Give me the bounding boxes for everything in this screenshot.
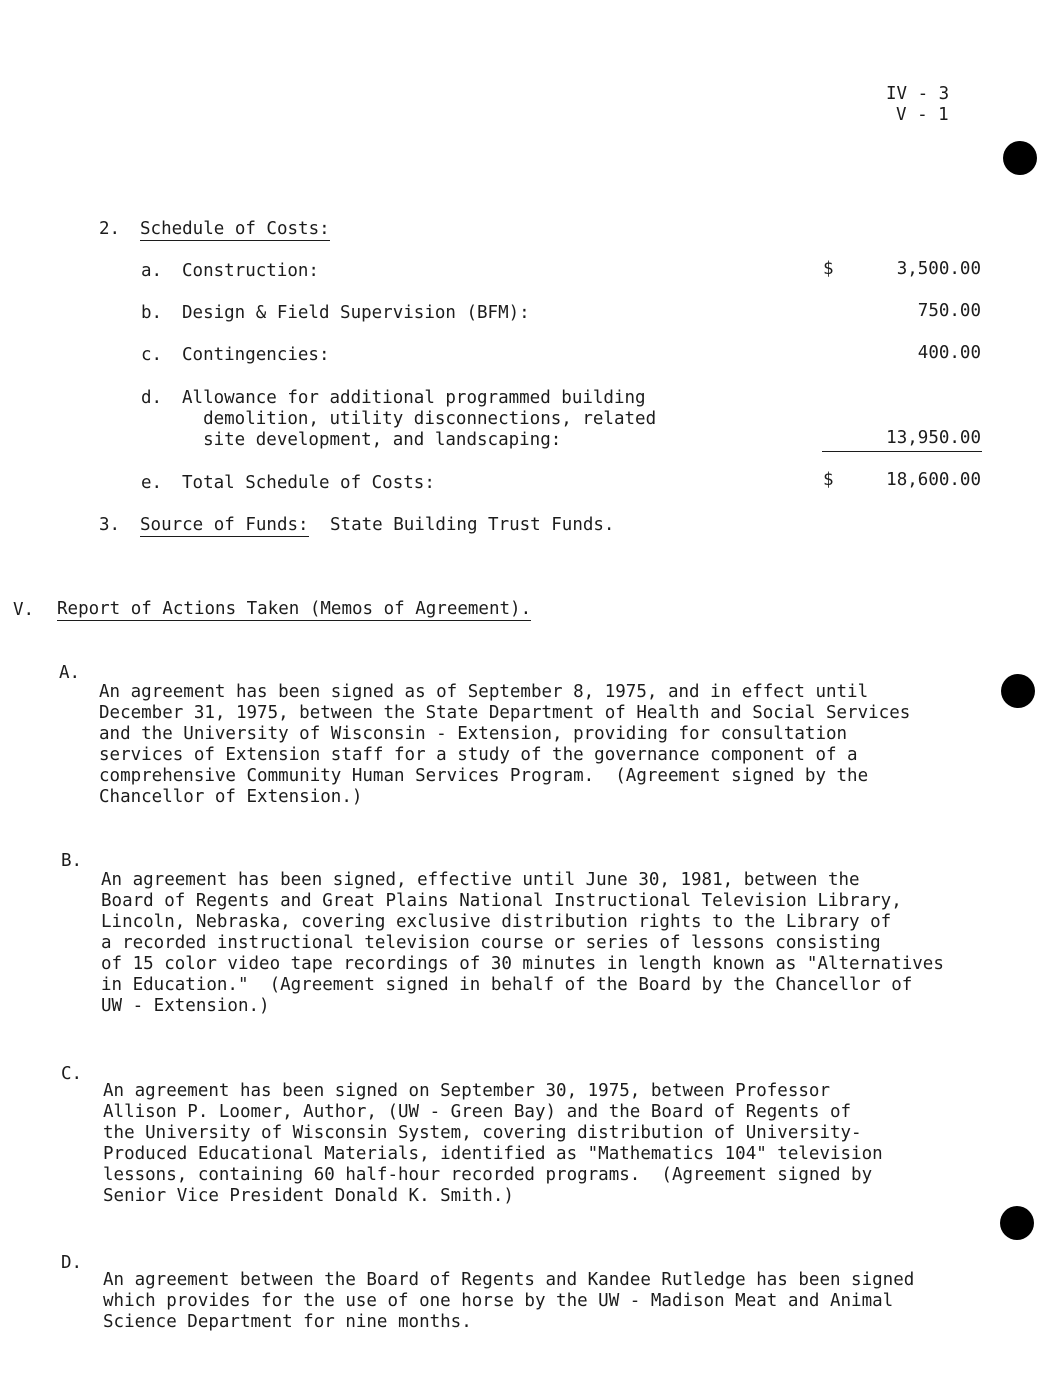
agreement-line: Board of Regents and Great Plains National Instructional Television Library, bbox=[101, 891, 902, 911]
schedule-item-label: site development, and landscaping: bbox=[182, 430, 562, 450]
agreement-line: and the University of Wisconsin - Extension, providing for consultation bbox=[99, 724, 848, 744]
agreement-line: UW - Extension.) bbox=[101, 996, 270, 1016]
agreement-paragraph bbox=[101, 849, 944, 1017]
agreement-line: Allison P. Loomer, Author, (UW - Green Bay) and the Board of Regents of bbox=[103, 1102, 852, 1122]
funds-title: Source of Funds: bbox=[140, 515, 309, 535]
agreement-line: comprehensive Community Human Services Program. (Agreement signed by the bbox=[99, 766, 869, 786]
agreement-line: An agreement has been signed as of September 8, 1975, and in effect until bbox=[99, 682, 869, 702]
agreement-paragraph bbox=[99, 661, 910, 808]
schedule-item-letter: c. bbox=[141, 345, 163, 365]
agreement-line: which provides for the use of one horse by the UW - Madison Meat and Animal bbox=[103, 1291, 894, 1311]
schedule-item-letter: a. bbox=[141, 261, 163, 281]
schedule-item-label: Contingencies: bbox=[182, 345, 330, 365]
page-number-secondary: V - 1 bbox=[896, 105, 949, 125]
agreement-line: Senior Vice President Donald K. Smith.) bbox=[103, 1186, 514, 1206]
punch-hole-top bbox=[1003, 141, 1037, 175]
agreement-line: Chancellor of Extension.) bbox=[99, 787, 363, 807]
agreement-line: An agreement has been signed, effective until June 30, 1981, between the bbox=[101, 870, 860, 890]
agreement-line: lessons, containing 60 half-hour recorded programs. (Agreement signed by bbox=[103, 1165, 873, 1185]
agreement-line: December 31, 1975, between the State Department of Health and Social Services bbox=[99, 703, 911, 723]
schedule-total-amount: 18,600.00 bbox=[886, 470, 981, 490]
agreement-line: An agreement has been signed on September 30, 1975, between Professor bbox=[103, 1081, 830, 1101]
schedule-item-label: Allowance for additional programmed building bbox=[182, 388, 646, 408]
agreement-line: Science Department for nine months. bbox=[103, 1312, 472, 1332]
agreement-letter: D. bbox=[61, 1253, 83, 1273]
schedule-item-letter: b. bbox=[141, 303, 163, 323]
currency-symbol: $ bbox=[823, 470, 834, 490]
schedule-title: Schedule of Costs: bbox=[140, 219, 330, 239]
schedule-item-label: Construction: bbox=[182, 261, 319, 281]
schedule-item-amount: 750.00 bbox=[917, 301, 981, 321]
agreement-line: a recorded instructional television course or series of lessons consisting bbox=[101, 933, 881, 953]
agreement-line: Lincoln, Nebraska, covering exclusive distribution rights to the Library of bbox=[101, 912, 892, 932]
schedule-item-label: demolition, utility disconnections, related bbox=[182, 409, 657, 429]
agreement-paragraph bbox=[103, 1060, 883, 1207]
agreement-line: the University of Wisconsin System, covering distribution of University- bbox=[103, 1123, 862, 1143]
page-number-primary: IV - 3 bbox=[886, 84, 950, 104]
schedule-item-letter: d. bbox=[141, 388, 163, 408]
subtotal-rule bbox=[822, 451, 982, 452]
schedule-number: 2. bbox=[99, 219, 121, 239]
schedule-item-label: Total Schedule of Costs: bbox=[182, 473, 435, 493]
agreement-line: of 15 color video tape recordings of 30 minutes in length known as "Alternatives bbox=[101, 954, 944, 974]
agreement-letter: C. bbox=[61, 1064, 83, 1084]
agreement-letter: A. bbox=[59, 663, 81, 683]
funds-text: State Building Trust Funds. bbox=[330, 515, 615, 535]
schedule-item-label: Design & Field Supervision (BFM): bbox=[182, 303, 530, 323]
agreement-letter: B. bbox=[61, 851, 83, 871]
punch-hole-bottom bbox=[1000, 1206, 1034, 1240]
section-numeral: V. bbox=[13, 600, 35, 620]
schedule-item-amount: 3,500.00 bbox=[896, 259, 981, 279]
schedule-item-amount: 400.00 bbox=[917, 343, 981, 363]
agreement-paragraph bbox=[103, 1249, 914, 1333]
punch-hole-middle bbox=[1001, 674, 1035, 708]
schedule-item-letter: e. bbox=[141, 473, 163, 493]
agreement-line: Produced Educational Materials, identified as "Mathematics 104" television bbox=[103, 1144, 883, 1164]
agreement-line: services of Extension staff for a study of the governance component of a bbox=[99, 745, 858, 765]
agreement-line: An agreement between the Board of Regents and Kandee Rutledge has been signed bbox=[103, 1270, 915, 1290]
schedule-item-amount: 13,950.00 bbox=[886, 428, 981, 448]
currency-symbol: $ bbox=[823, 259, 834, 279]
section-title: Report of Actions Taken (Memos of Agreement). bbox=[57, 599, 532, 619]
agreement-line: in Education." (Agreement signed in behalf of the Board by the Chancellor of bbox=[101, 975, 913, 995]
funds-number: 3. bbox=[99, 515, 121, 535]
